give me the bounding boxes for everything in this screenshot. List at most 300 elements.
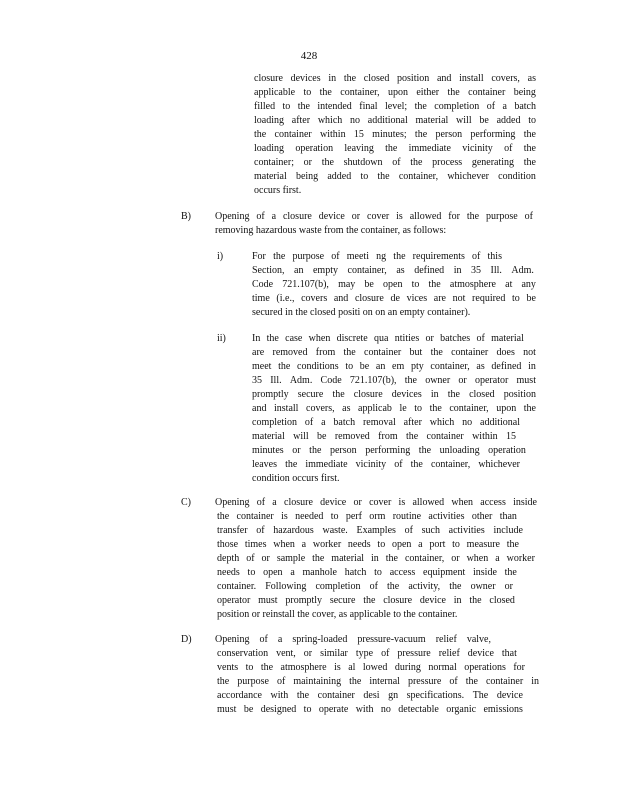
word: closure (254, 73, 283, 84)
word: atmosphere (449, 279, 496, 290)
word: during (394, 662, 421, 673)
word: activities (428, 511, 465, 522)
text-line (217, 647, 517, 661)
text-line (217, 552, 535, 566)
word: closure (284, 497, 313, 508)
word: container (451, 347, 489, 358)
text-line (217, 566, 517, 580)
word: this (487, 251, 502, 262)
word: added (496, 115, 521, 126)
text-line (252, 388, 536, 402)
word: a (301, 539, 307, 550)
word: be (479, 115, 489, 126)
word: of (256, 211, 265, 222)
word: the (393, 251, 406, 262)
word: the (273, 251, 286, 262)
text-line (215, 633, 491, 647)
word: to (512, 293, 520, 304)
word: to (414, 403, 423, 414)
word: in (453, 265, 462, 276)
word: needed (295, 511, 324, 522)
word: the (332, 389, 345, 400)
word: the (278, 361, 291, 372)
word: container (236, 511, 274, 522)
word: must (516, 375, 536, 386)
word: a (418, 539, 423, 550)
text-line (217, 594, 515, 608)
word: a (272, 497, 277, 508)
word: performing (365, 445, 411, 456)
word: are (252, 347, 265, 358)
word: or (303, 648, 313, 659)
word: or (451, 553, 460, 564)
word: vent, (276, 648, 296, 659)
word: be (364, 279, 374, 290)
word: to (452, 539, 460, 550)
word: empty (312, 265, 338, 276)
word: Code (320, 375, 342, 386)
word: activities (448, 525, 485, 536)
word: owner (425, 375, 451, 386)
word: device (318, 211, 345, 222)
word: the (404, 375, 417, 386)
word: for (513, 662, 525, 673)
word: of (449, 676, 458, 687)
word: needs (347, 539, 371, 550)
word: be (243, 704, 254, 715)
word: to (330, 511, 339, 522)
word: to (303, 87, 312, 98)
word: the (319, 87, 332, 98)
word: device (496, 690, 523, 701)
word: immediate (408, 143, 451, 154)
word: material (252, 431, 285, 442)
text-line (252, 346, 536, 360)
word: device (320, 497, 347, 508)
word: leaves (252, 459, 277, 470)
word: container (274, 129, 312, 140)
word: of (256, 497, 266, 508)
word: defined (414, 265, 445, 276)
word: covers (301, 293, 328, 304)
word: pressure (407, 676, 442, 687)
word: Examples (356, 525, 396, 536)
word: operation (488, 445, 526, 456)
word: conservation (217, 648, 269, 659)
word: the (260, 662, 274, 673)
word: immediate (305, 459, 348, 470)
word: is (396, 211, 403, 222)
word: cover (367, 211, 390, 222)
word: container; (254, 157, 294, 168)
word: the (449, 581, 462, 592)
word: the (410, 157, 423, 168)
word: closed (469, 389, 495, 400)
text-line (217, 675, 539, 689)
word: container, (449, 403, 489, 414)
word: access (480, 497, 506, 508)
word: the (469, 595, 482, 606)
word: conditions (297, 361, 339, 372)
word: container (317, 690, 355, 701)
word: material (331, 553, 365, 564)
word: the (266, 333, 279, 344)
word: condition (498, 171, 536, 182)
word: defined (491, 361, 522, 372)
word: orm (369, 511, 386, 522)
word: at (505, 279, 513, 290)
word: must (217, 704, 237, 715)
word: the (523, 129, 536, 140)
word: or (303, 157, 313, 168)
word: the (429, 403, 442, 414)
word: a (290, 567, 295, 578)
word: level; (384, 101, 408, 112)
word: when (308, 333, 331, 344)
word: For (252, 251, 266, 262)
word: vicinity (462, 143, 493, 154)
word: material (254, 171, 287, 182)
word: for (448, 211, 460, 222)
word: the (217, 511, 230, 522)
word: type (355, 648, 374, 659)
word: cover (369, 497, 392, 508)
word: 35 (252, 375, 262, 386)
text-line (252, 278, 536, 292)
word: promptly (285, 595, 323, 606)
word: vents (217, 662, 239, 673)
word: minutes; (372, 129, 407, 140)
word: operator (474, 375, 509, 386)
word: other (471, 511, 493, 522)
word: container, (347, 265, 387, 276)
word: access (389, 567, 416, 578)
word: in (430, 389, 439, 400)
text-line (217, 510, 517, 524)
word: will (456, 115, 472, 126)
word: no (462, 417, 473, 428)
word: be (317, 431, 327, 442)
word: are (433, 293, 446, 304)
word: to (282, 101, 291, 112)
word: upon (387, 87, 408, 98)
word: in (328, 73, 337, 84)
word: unloading (439, 445, 480, 456)
item-b-label: B) (181, 211, 191, 222)
word: Opening (215, 211, 250, 222)
word: allowed (409, 211, 442, 222)
word: position (397, 73, 430, 84)
word: Opening (215, 497, 250, 508)
word: must (258, 595, 278, 606)
word: the (321, 157, 334, 168)
word: the (309, 445, 322, 456)
word: the (414, 129, 428, 140)
word: container. (217, 581, 257, 592)
word: of (476, 333, 485, 344)
word: being (513, 87, 536, 98)
text-line (254, 142, 536, 156)
word: 15 (505, 431, 516, 442)
word: a (321, 417, 326, 428)
word: container, (340, 87, 380, 98)
continuation-paragraph (254, 72, 536, 198)
page-number: 428 (300, 50, 318, 62)
word: container (468, 87, 506, 98)
word: le (399, 403, 407, 414)
word: normal (428, 662, 457, 673)
word: a (277, 634, 283, 645)
word: emissions (483, 704, 523, 715)
word: material (491, 333, 524, 344)
text-line (217, 703, 523, 717)
text-line (217, 580, 513, 594)
word: Ill. (270, 375, 282, 386)
word: of (276, 676, 286, 687)
text-line (254, 156, 536, 170)
word: person (435, 129, 463, 140)
word: desi (363, 690, 380, 701)
text-line (217, 661, 525, 675)
word: inside (513, 497, 537, 508)
word: as (396, 265, 405, 276)
word: required (472, 293, 506, 304)
word: promptly (252, 389, 289, 400)
word: Following (265, 581, 307, 592)
word: as (342, 403, 351, 414)
word: the (405, 431, 419, 442)
word: container (426, 431, 464, 442)
word: devices (391, 389, 422, 400)
word: depth (217, 553, 240, 564)
word: closure (353, 389, 383, 400)
word: relief (438, 648, 460, 659)
word: such (421, 525, 440, 536)
word: of (524, 211, 533, 222)
word: is (334, 662, 341, 673)
word: be (359, 361, 370, 372)
word: time (252, 293, 270, 304)
word: removed (272, 347, 308, 358)
word: be (526, 293, 536, 304)
word: or (425, 333, 434, 344)
word: routine (392, 511, 422, 522)
text-line (252, 402, 536, 416)
word: closed (489, 595, 515, 606)
word: port (429, 539, 446, 550)
word: of (486, 101, 496, 112)
word: leaving (344, 143, 374, 154)
subitem-ii-label: ii) (217, 333, 226, 344)
word: device (419, 595, 446, 606)
word: when (273, 539, 295, 550)
word: operator (217, 595, 251, 606)
text-line: occurs first. (254, 185, 302, 196)
word: in (453, 595, 462, 606)
word: valve, (466, 634, 491, 645)
word: Ill. (490, 265, 502, 276)
word: inside (473, 567, 497, 578)
word: include (493, 525, 523, 536)
word: secure (329, 595, 356, 606)
word: additional (480, 417, 520, 428)
word: purpose (237, 676, 269, 687)
word: waste. (322, 525, 348, 536)
word: hazardous (273, 525, 314, 536)
word: of (472, 251, 481, 262)
word: of (259, 634, 268, 645)
word: sample (276, 553, 306, 564)
word: perf (345, 511, 362, 522)
word: covers, (491, 73, 520, 84)
word: loading (254, 143, 284, 154)
text-line (217, 538, 519, 552)
word: as (527, 73, 536, 84)
word: the (410, 459, 423, 470)
word: lowed (362, 662, 388, 673)
word: 35 (471, 265, 481, 276)
word: meeti (346, 251, 369, 262)
word: to (374, 567, 382, 578)
word: the (447, 389, 460, 400)
word: closure (354, 293, 384, 304)
word: the (285, 459, 298, 470)
word: install (459, 73, 484, 84)
word: added (327, 171, 352, 182)
word: or (353, 497, 362, 508)
word: ntities (394, 333, 420, 344)
word: to (377, 539, 386, 550)
word: intended (317, 101, 352, 112)
word: of (331, 251, 340, 262)
word: position (503, 389, 536, 400)
word: with (270, 690, 289, 701)
word: but (409, 347, 423, 358)
word: the (377, 171, 390, 182)
word: internal (369, 676, 400, 687)
item-c-text (215, 496, 537, 622)
word: removed (334, 431, 370, 442)
word: closed (363, 73, 390, 84)
word: measure (466, 539, 500, 550)
word: which (429, 417, 455, 428)
subitem-i-label: i) (217, 251, 224, 262)
word: to (411, 279, 420, 290)
word: designed (260, 704, 297, 715)
word: final (359, 101, 378, 112)
subitem-i-text (252, 250, 536, 320)
word: the (217, 676, 230, 687)
word: and (333, 293, 349, 304)
word: completion (315, 581, 361, 592)
word: Section, (252, 265, 285, 276)
word: not (523, 347, 536, 358)
word: operations (464, 662, 506, 673)
word: operate (318, 704, 349, 715)
word: device (467, 648, 494, 659)
word: in (371, 553, 379, 564)
word: covers, (306, 403, 335, 414)
word: the (363, 595, 376, 606)
word: open (391, 539, 412, 550)
word: batch (333, 417, 356, 428)
word: container, (398, 171, 439, 182)
text-line: secured in the closed positi on on an empty container). (252, 307, 471, 318)
word: secure (297, 389, 324, 400)
text-line (252, 292, 536, 306)
word: de (390, 293, 400, 304)
word: to (245, 662, 254, 673)
word: worker (506, 553, 535, 564)
word: that (501, 648, 517, 659)
text-line (254, 170, 536, 184)
text-line (217, 689, 523, 703)
word: operation (295, 143, 334, 154)
word: container, (430, 459, 471, 470)
word: meet (252, 361, 272, 372)
word: times (244, 539, 267, 550)
word: does (496, 347, 515, 358)
word: purpose (292, 251, 325, 262)
word: accordance (217, 690, 262, 701)
subitem-ii-text (252, 332, 536, 486)
word: to (528, 115, 536, 126)
word: gn (388, 690, 399, 701)
word: whichever (478, 459, 520, 470)
word: 721.107(b), (282, 279, 329, 290)
word: minutes (252, 445, 284, 456)
word: and (252, 403, 267, 414)
word: an (375, 361, 386, 372)
text-line (252, 430, 516, 444)
word: container (364, 347, 402, 358)
word: al (348, 662, 356, 673)
word: or (504, 581, 513, 592)
text-line (215, 496, 537, 510)
word: a (502, 101, 507, 112)
word: after (403, 417, 422, 428)
word: whichever (447, 171, 489, 182)
word: of (256, 525, 265, 536)
word: In (252, 333, 261, 344)
word: to (360, 171, 369, 182)
text-line (252, 332, 524, 346)
word: additional (367, 115, 408, 126)
word: applicab (358, 403, 392, 414)
word: the (418, 445, 432, 456)
text-line (254, 128, 536, 142)
word: the (504, 567, 517, 578)
word: maintaining (293, 676, 342, 687)
word: no (380, 704, 391, 715)
word: owner (470, 581, 496, 592)
word: of (504, 143, 513, 154)
word: within (472, 431, 498, 442)
word: batch (514, 101, 536, 112)
word: generating (471, 157, 515, 168)
word: from (378, 431, 398, 442)
word: removal (362, 417, 396, 428)
word: The (472, 690, 489, 701)
text-line (252, 444, 526, 458)
word: install (274, 403, 299, 414)
text-line (252, 264, 534, 278)
word: hatch (344, 567, 367, 578)
word: Opening (215, 634, 250, 645)
word: in (528, 361, 536, 372)
text-line: condition occurs first. (252, 473, 340, 484)
word: with (355, 704, 374, 715)
